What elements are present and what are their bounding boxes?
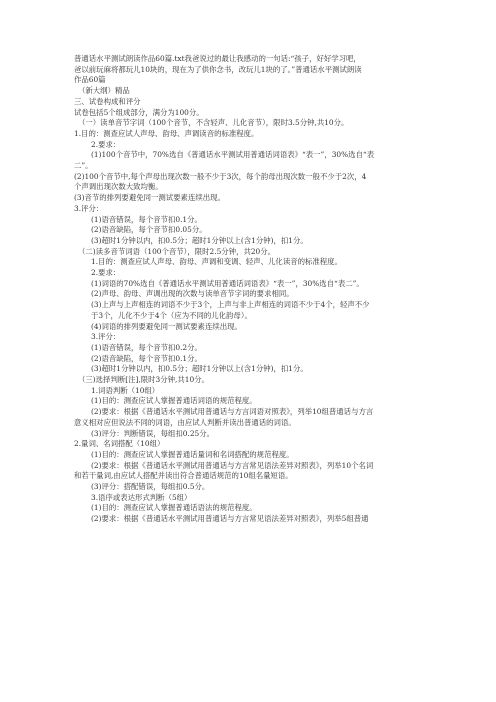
text-line: (1)目的：测查应试人掌握普通话量词和名词搭配的规范程度。	[91, 449, 294, 459]
text-line: （二)读多音节词语（100个音节），限时2.5分钟，共20分。	[78, 246, 276, 256]
text-line: (2)要求：根据《普通话水平测试用普通话与方言常见语法差异对照表》，列举10个名词	[91, 460, 374, 470]
text-line: 和若干量词,由应试人搭配并读出符合普通话规范的10组名量短语。	[74, 471, 293, 481]
text-line: 2.要求：	[91, 268, 121, 277]
text-line: 1.目的：测查应试人声母、韵母、声调读音的标准程度。	[74, 128, 259, 138]
text-line: (3)超时1分钟以内，扣0.5分；超时1分钟以上(含1分钟)，扣1分。	[91, 235, 308, 245]
text-line: (2)要求：根据《普通话水平测试用普通话与方言常见语法差异对照表》，列举5组普通	[91, 514, 369, 524]
text-line: 个声调出现次数大致均衡。	[74, 182, 163, 192]
text-line: (4)词语的排列要避免同一测试要素连续出现。	[91, 321, 242, 331]
text-line: (3)上声与上声相连的词语不少于3个，上声与非上声相连的词语不少于4个，轻声不少	[91, 300, 370, 310]
text-line: （新大纲）精品	[78, 86, 130, 96]
text-line: 作品60篇	[74, 75, 106, 85]
text-line: 爸以前玩麻将都玩儿10块的，现在为了供你念书，改玩儿1块的了。”普通话水平测试朗读	[74, 64, 362, 74]
text-line: 三、试卷构成和评分	[74, 96, 141, 106]
text-line: 1.词语判断（10组）	[91, 385, 160, 395]
text-line: (3)超时1分钟以内，扣0.5分；超时1分钟以上(含1分钟)，扣1分。	[91, 364, 308, 374]
text-line: (2)语音缺陷，每个音节扣0.1分。	[91, 353, 202, 363]
text-line: （一）读单音节字词（100个音节，不含轻声、儿化音节），限时3.5分钟,共10分。	[78, 118, 349, 128]
text-line: 意义相对应但说法不同的词语，由应试人判断并读出普通话的词语。	[74, 417, 296, 427]
text-line: （三)选择判断[注],限时3分钟,共10分。	[78, 375, 209, 384]
text-line: 1.目的：测查应试人声母、韵母、声调和变调、轻声、儿化读音的标准程度。	[91, 257, 342, 267]
text-line: (3)评分：搭配错误，每组扣0.5分。	[91, 482, 210, 491]
text-line: 普通话水平测试朗读作品60篇.txt我爸说过的最让我感动的一句话:“孩子，好好学习吧，	[74, 54, 361, 63]
text-line: 3.评分：	[74, 203, 104, 213]
text-line: (2)要求：根据《普通话水平测试用普通话与方言词语对照表》，列举10组普通话与方言	[91, 407, 374, 417]
text-line: (2)声母、韵母、声调出现的次数与读单音节字词的要求相同。	[91, 289, 294, 299]
text-line: (1)语音错误，每个音节扣0.1分。	[91, 214, 202, 224]
text-line: 二”。	[74, 161, 93, 170]
text-line: (1)100个音节中，70%选自《普通话水平测试用普通话词语表》“表一”，30%选自“表	[91, 150, 375, 160]
text-line: (2)100个音节中,每个声母出现次数一般不少于3次，每个韵母出现次数一般不少于2次，4	[74, 171, 367, 181]
text-line: 2.量词、名词搭配（10组）	[74, 439, 165, 449]
text-line: (1)语音错误，每个音节扣0.2分。	[91, 342, 202, 352]
text-line: (3)音节的排列要避免同一测试要素连续出现。	[74, 193, 225, 203]
text-line: 3.语序或表达形式判断（5组）	[91, 492, 192, 502]
text-line: (2)语音缺陷，每个音节扣0.05分。	[91, 225, 207, 235]
text-line: (3)评分：判断错误，每组扣0.25分。	[91, 428, 215, 438]
text-line: (1)词语的70%选自《普通话水平测试用普通话词语表》“表一”，30%选自“表二”。	[91, 278, 364, 288]
text-line: 试卷包括5个组成部分，满分为100分。	[74, 107, 204, 117]
text-line: (1)目的：测查应试人掌握普通话语法的规范程度。	[91, 503, 257, 513]
text-line: 于3个，儿化不少于4个（应为不同的儿化韵母）。	[91, 310, 252, 320]
text-line: (1)目的：测查应试人掌握普通话词语的规范程度。	[91, 396, 257, 406]
text-line: 2.要求：	[91, 139, 121, 149]
text-line: 3.评分：	[91, 332, 121, 342]
